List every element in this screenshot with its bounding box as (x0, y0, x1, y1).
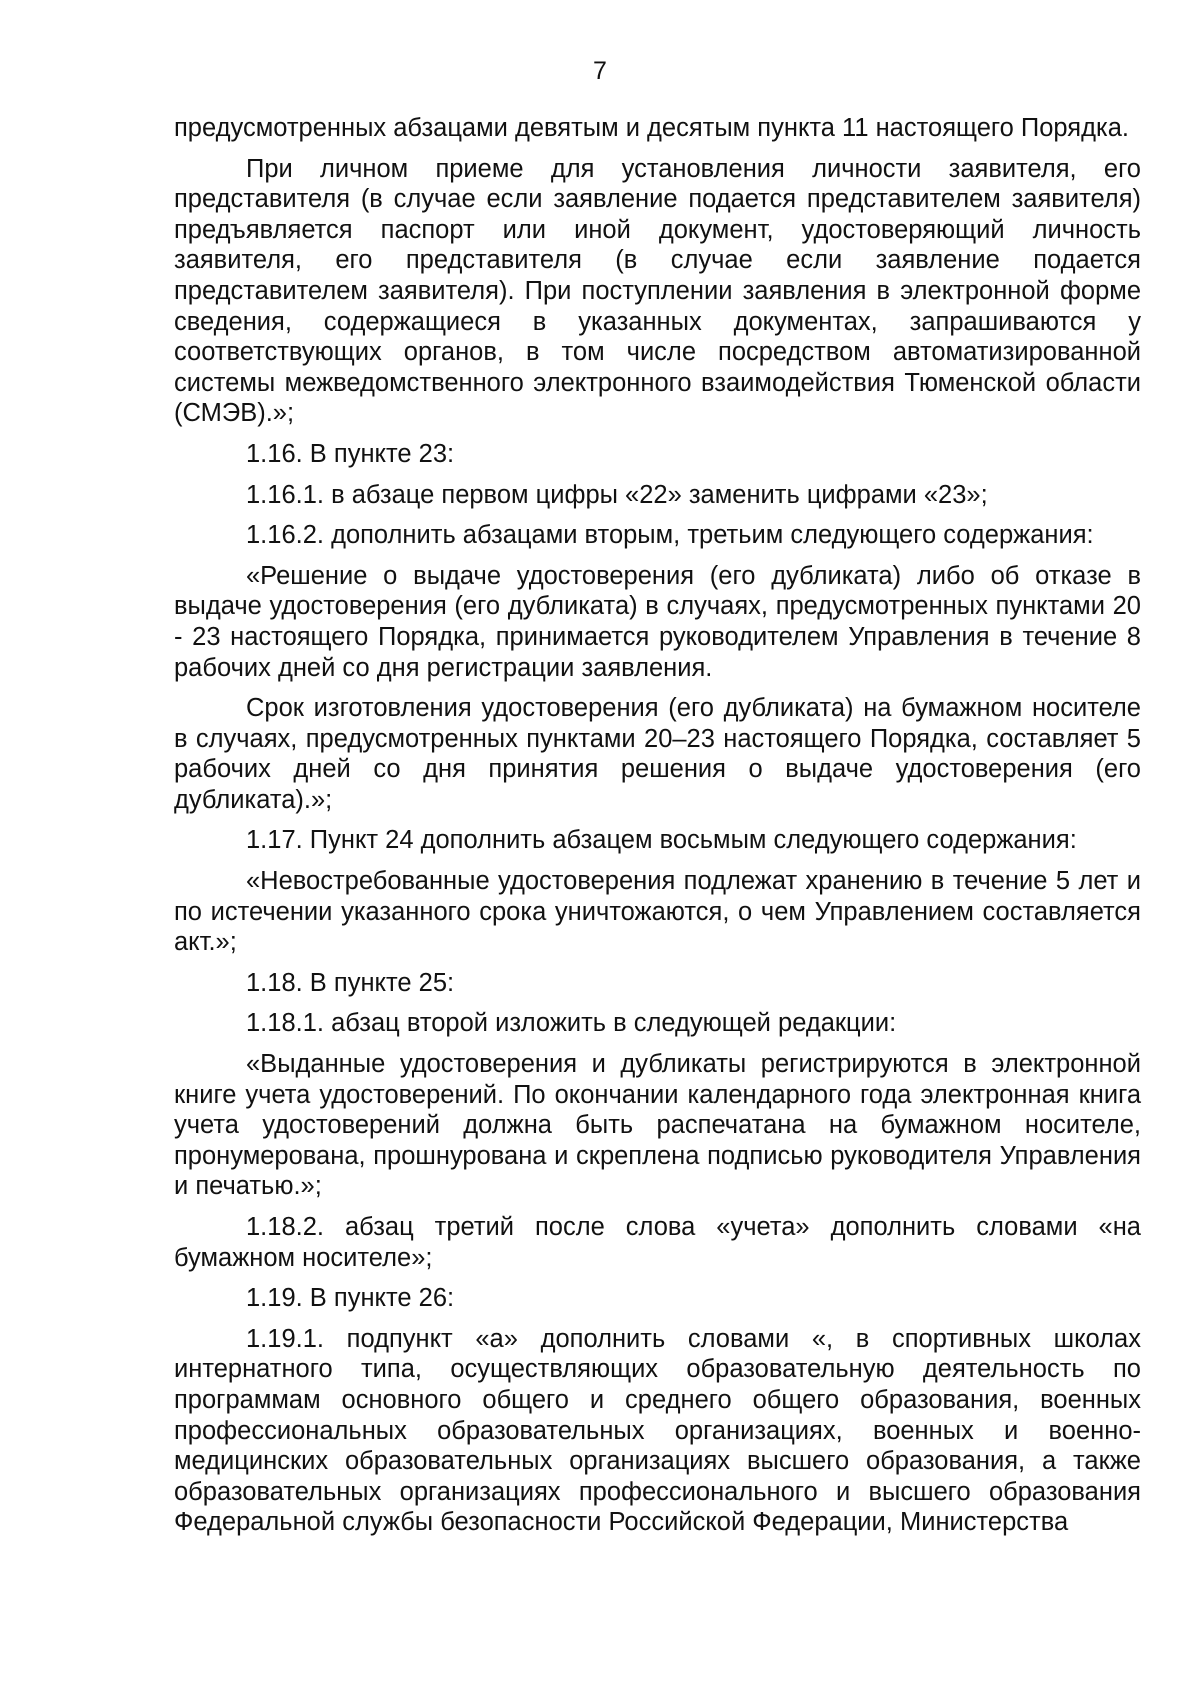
page-number: 7 (593, 57, 607, 85)
paragraph: 1.18.1. абзац второй изложить в следующей редакции: (246, 1009, 897, 1038)
paragraph: 1.16.2. дополнить абзацами вторым, третьим следующего содержания: (246, 521, 1094, 550)
paragraph: 1.17. Пункт 24 дополнить абзацем восьмым следующего содержания: (246, 826, 1077, 855)
paragraph: 1.16.1. в абзаце первом цифры «22» заменить цифрами «23»; (246, 480, 988, 509)
paragraph: предусмотренных абзацами девятым и десятым пункта 11 настоящего Порядка. (174, 114, 1129, 142)
paragraph: «Выданные удостоверения и дубликаты регистрируются в электронной книге учета удостоверений. По окончании календарного года электронная книга учета удостоверений должна быть распечатана на бумажном носителе, пронумерована, прошнурована и скреплена подписью руководителя Управления и печатью.»; (174, 1050, 1141, 1201)
paragraph: 1.18.2. абзац третий после слова «учета» дополнить словами «на бумажном носителе»; (174, 1213, 1141, 1272)
document-body (174, 113, 1141, 1548)
paragraph: 1.19. В пункте 26: (246, 1284, 455, 1313)
paragraph: При личном приеме для установления личности заявителя, его представителя (в случае если заявление подается представителем заявителя) предъявляется паспорт или иной документ, удостоверяющий личность заявителя, его представителя (в случае если заявление подается представителем заявителя). При поступлении заявления в электронной форме сведения, содержащиеся в указанных документах, запрашиваются у соответствующих органов, в том числе посредством автоматизированной системы межведомственного электронного взаимодействия Тюменской области (СМЭВ).»; (174, 154, 1141, 428)
paragraph: Срок изготовления удостоверения (его дубликата) на бумажном носителе в случаях, предусмотренных пунктами 20–23 настоящего Порядка, составляет 5 рабочих дней со дня принятия решения о выдаче удостоверения (его дубликата).»; (174, 694, 1141, 814)
paragraph: 1.18. В пункте 25: (246, 968, 455, 997)
paragraph: «Решение о выдаче удостоверения (его дубликата) либо об отказе в выдаче удостоверения (его дубликата) в случаях, предусмотренных пунктами 20 - 23 настоящего Порядка, принимается руководителем Управления в течение 8 рабочих дней со дня регистрации заявления. (174, 561, 1141, 682)
paragraph: «Невостребованные удостоверения подлежат хранению в течение 5 лет и по истечении указанного срока уничтожаются, о чем Управлением составляется акт.»; (174, 867, 1141, 957)
paragraph: 1.16. В пункте 23: (246, 439, 455, 468)
paragraph: 1.19.1. подпункт «а» дополнить словами «, в спортивных школах интернатного типа, осуществляющих образовательную деятельность по программам основного общего и среднего общего образования, военных профессиональных образовательных организациях, военных и военно-медицинских образовательных организациях высшего образования, а также образовательных организациях профессионального и высшего образования Федеральной службы безопасности Российской Федерации, Министерства (174, 1324, 1141, 1537)
